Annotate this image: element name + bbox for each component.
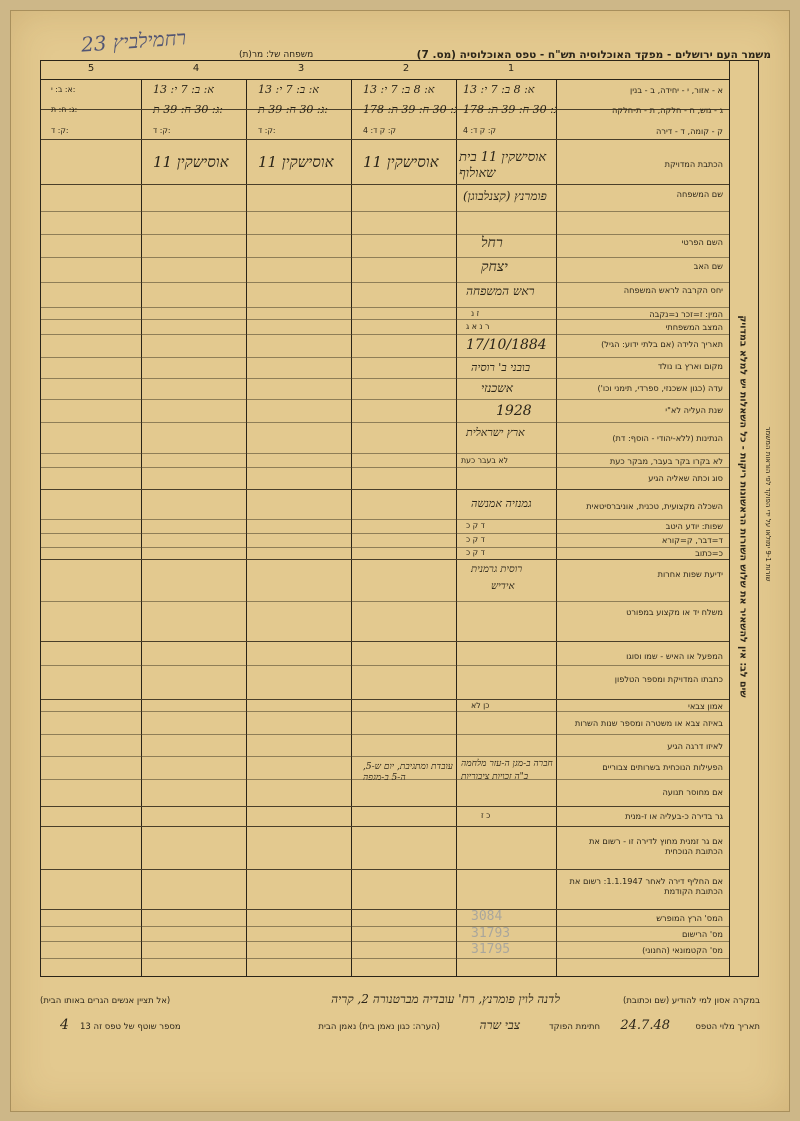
label-birthdate: תאריך הלידה (אם בלתי ידוע: הגיל): [601, 339, 723, 349]
col4-floor: ק: ד:: [153, 126, 171, 135]
label-firstname: השם הפרטי: [681, 237, 723, 247]
col1-father: יצחק: [481, 259, 508, 275]
label-languages: שפות: יודע היטב: [665, 521, 723, 531]
col1-education: גמנזיה אמנשה: [471, 497, 532, 510]
col1-edah: אשכנזי: [481, 381, 513, 395]
form-date-label: תאריך מלוי הטפס: [695, 1022, 760, 1032]
col1-other-langs-2: אידיש: [491, 581, 515, 592]
column-number-4: 4: [192, 63, 200, 74]
col4-area: א: ב: 7 י: 13: [153, 83, 214, 96]
col1-activity-2: ב"ה זכויות ציבוריות: [461, 772, 529, 782]
col3-address: אוסישקין 11: [258, 153, 334, 171]
col1-area: א: 8 ב: 7 י: 13: [463, 83, 535, 96]
col1-military-options: כן לא: [471, 701, 490, 710]
label-registration-number: מס' הרישום: [682, 929, 723, 939]
col1-address: אוסישקין 11 בית שאולוף: [459, 150, 547, 181]
col1-residence-options: כ ז: [481, 811, 491, 820]
emergency-contact-note: (אל תציין אנשים הגרים באותו הבית): [40, 996, 171, 1006]
label-residence-status: גר בדירה כ-בעליה או ז-מנית: [625, 811, 723, 821]
label-military-training: אמון צבאי: [688, 701, 723, 711]
col3-area: א: ב: 7 י: 13: [258, 83, 319, 96]
col1-firstname: רחל: [481, 235, 503, 251]
col1-surname: פומרנץ (קצנלבוגן): [463, 189, 547, 203]
label-sex: המין: ז=זכר נ=נקבה: [649, 309, 723, 319]
col5-block: ג: ח: ת:: [51, 105, 78, 114]
label-father: שם האב: [693, 261, 723, 271]
label-other-languages: ידיעת שפות אחרות: [657, 569, 723, 579]
col1-lang-row2: ד ק כ: [466, 535, 485, 544]
col1-other-langs: רוסית גרמנית: [471, 564, 523, 575]
col1-relation: ראש המשפחה: [466, 284, 535, 298]
family-of-label: משפחה של: מר(ת): [239, 50, 314, 60]
col4-address: אוסישקין 11: [153, 153, 229, 171]
label-school: לא בקרו בקר בעבר, מבקר כעת: [609, 456, 723, 466]
handwritten-family-name: 23 רחמילביץ: [80, 25, 187, 57]
label-grade: סוג וכתה שאליה הגיע: [648, 473, 723, 483]
side-instruction-text: שים לב: אין להשאיר את שלוש השורות הראשונות ריקות - כל השאלות יש למלא במדויק: [737, 315, 749, 698]
label-relation: יחס הקרבה לראש המשפחה: [623, 285, 723, 295]
label-birthplace: מקום וארץ בו נולד: [657, 361, 723, 371]
label-employer-address: כתבתו המדויקת ומספר הטלפון: [614, 674, 723, 684]
col2-activity: עובדת ומתגיבת, יום ש-5, ה-5 ב-מגפה: [363, 762, 453, 783]
column-number-3: 3: [297, 63, 305, 74]
col4-block: ג: 30 ח: 39 ת:: [153, 103, 223, 116]
label-languages-speak: ד=דבר, ק=קורא: [661, 535, 723, 545]
col2-area: א: 8 ב: 7 י: 13: [363, 83, 435, 96]
stamp-serial: 3084: [471, 909, 503, 924]
column-number-1: 1: [507, 63, 515, 74]
stamp-registration: 31793: [471, 926, 511, 941]
label-grocer-number: מס' הקטמונאי (החנוני): [642, 945, 723, 955]
side-note-text: שורות 9-1 ימולאו על ידי הפוקד לפי הוראות המשמר: [764, 426, 772, 582]
col1-lang-row3: ד ק כ: [466, 548, 485, 557]
col1-aliyah: 1928: [496, 403, 532, 419]
label-employer: המפעל או האיש - שמו וסוגו: [626, 651, 723, 661]
label-surname: שם המשפחה: [676, 189, 723, 199]
label-previous-address: אם החליף דירה לאחר 1.1.1947: רשום את הכתובת הקודמת: [569, 876, 723, 896]
side-instruction-box: [728, 60, 759, 977]
col2-block: ג: 30 ח: 39 ת: 178: [363, 103, 458, 116]
col1-school-options: לא בעבר כעת: [461, 456, 509, 465]
col3-floor: ק: ד:: [258, 126, 276, 135]
col1-lang-row1: ד ק כ: [466, 521, 485, 530]
signature-label: חתימת הפוקד: [549, 1022, 600, 1032]
col5-area: א: ב: י:: [51, 85, 76, 94]
col1-marital-options: ר נ א ג: [466, 322, 490, 331]
col2-floor: ק: ק ד: 4: [363, 126, 396, 135]
col1-floor: ק: ק ד: 4: [463, 126, 496, 135]
emergency-contact-label: במקרה אסון למי להודיע (שם וכתובת): [623, 996, 760, 1006]
label-temporary-address: אם גר זמנית מחוץ לדירה זו - רשום את הכתובת הנוכחית: [588, 836, 723, 856]
label-plot: ג - גוש, ח - חלקה, ת - ת-חלקה: [611, 105, 723, 115]
label-occupation: משלח יד או מקצוע במפורט: [626, 607, 723, 617]
label-higher-education: השכלה מקצועית, טכנית, אוניברסיטאית: [586, 501, 723, 511]
column-numbers-row: [41, 61, 729, 80]
side-note-box: [758, 60, 780, 975]
label-serial-number: המס' הרץ המופרש: [656, 913, 723, 923]
census-table: [40, 60, 730, 977]
stamp-grocer: 31795: [471, 942, 511, 957]
col1-block: ג: 30 ח: 39 ת: 178: [463, 103, 558, 116]
col1-birthplace: בובני ב' רוסיה: [471, 361, 531, 374]
label-rank: לאיזו דרגה הגיע: [667, 741, 723, 751]
label-public-activity: הפעילות הנוכחית בשרותים צבוריים: [602, 762, 723, 772]
label-army-service: באיזה צבא או משטרה ומספר שנות השרות: [574, 718, 723, 728]
col1-birthdate: 17/10/1884: [466, 337, 547, 353]
shared-number-label: מספר שוטף של טפס זה 13: [80, 1022, 181, 1032]
form-date-value: 24.7.48: [620, 1018, 670, 1033]
shared-number-value: 4: [60, 1017, 69, 1033]
col2-address: אוסישקין 11: [363, 153, 439, 171]
label-immobile: אם מחוסר תנועה: [662, 787, 723, 797]
signature-value: צבי שרה: [479, 1018, 520, 1032]
form-title: משמר העם ירושלים - מפקד האוכלוסיה תש"ח - טפס האוכלוסיה (מס. 7): [416, 49, 771, 61]
label-area-block-building: א - אזור, י - יחידה, ב - בנין: [630, 85, 723, 95]
label-languages-write: כ=כתוב: [695, 548, 723, 558]
label-floor: ק - קומה, ד - דירה: [655, 126, 723, 136]
column-number-2: 2: [402, 63, 410, 74]
col1-sex-options: ז נ: [471, 309, 480, 318]
label-citizenship: הנתינות (ללא-יהודי - הוסף: דת): [612, 433, 723, 443]
label-address: הכתבת המדויקת: [664, 159, 723, 169]
footer-note: (הערה: כגון נאמן בית) נאמן הבית: [318, 1022, 440, 1032]
col3-block: ג: 30 ח: 39 ת:: [258, 103, 328, 116]
col1-citizenship: ארץ ישראלית: [466, 426, 525, 439]
label-edah: עדה (כגון אשכנזי, ספרדי, תימני וכו'): [597, 383, 723, 393]
label-aliyah: שנת העליה לא"י: [665, 405, 723, 415]
col5-floor: ק: ד:: [51, 126, 69, 135]
emergency-contact-value: לדנה לוין פומרנץ, רח' עובדיה מברטנורה 2, קריה: [331, 992, 560, 1006]
col1-activity: חברה ב-מגן ה-עזר מלחמה: [461, 759, 553, 769]
column-number-5: 5: [87, 63, 95, 74]
label-marital: המצב המשפחתי: [665, 322, 723, 332]
